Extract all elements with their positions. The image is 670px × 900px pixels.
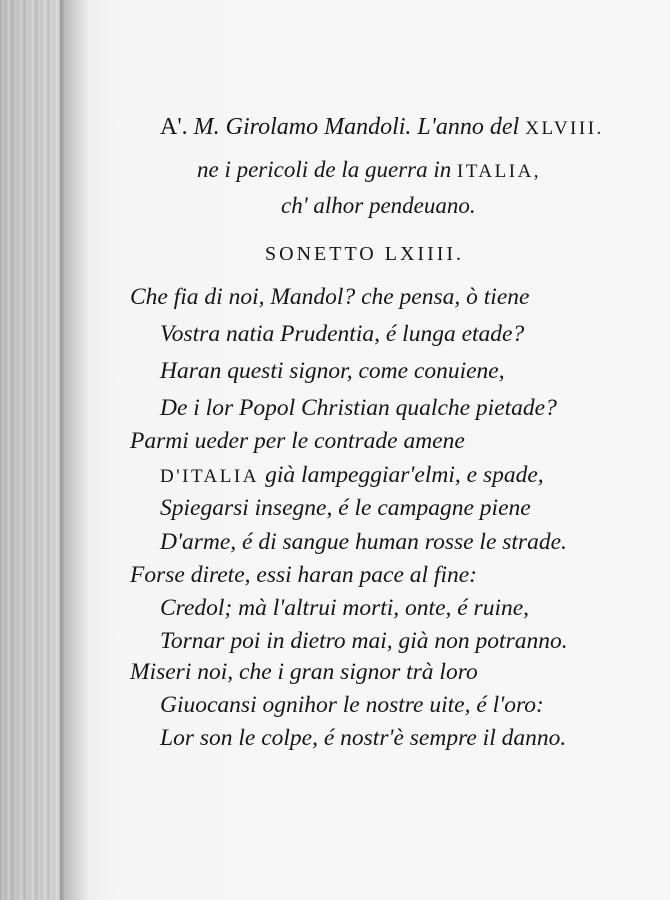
dedication-year: XLVIII.: [525, 118, 604, 139]
verse-6-text: già lampeggiar'elmi, e spade,: [265, 462, 544, 488]
verse-line: Miseri noi, che i gran signor trà loro: [130, 659, 478, 685]
verse-line: De i lor Popol Christian qualche pietade?: [160, 395, 557, 421]
verse-line: Haran questi signor, come conuiene,: [160, 358, 505, 384]
verse-line: Spiegarsi insegne, é le campagne piene: [160, 495, 531, 521]
verse-line: Giuocansi ognihor le nostre uite, é l'oro:: [160, 692, 544, 718]
dedication-italia: ITALIA,: [457, 161, 542, 182]
dedication-line-3: ch' alhor pendeuano.: [281, 193, 476, 218]
verse-line: Parmi ueder per le contrade amene: [130, 428, 465, 454]
verse-line: [160, 464, 544, 488]
verse-line: Tornar poi in dietro mai, già non potranno.: [160, 628, 568, 654]
verse-italia: D'ITALIA: [160, 466, 266, 487]
verse-line: Vostra natia Prudentia, é lunga etade?: [160, 321, 525, 347]
dedication-name: M. Girolamo Mandoli. L'anno del: [193, 114, 526, 140]
book-binding-edge: [0, 0, 64, 900]
verse-line: Forse direte, essi haran pace al fine:: [130, 562, 477, 588]
dedication-prefix: A'.: [160, 114, 194, 140]
dedication-line-2: [197, 158, 541, 181]
verse-line: Che fia di noi, Mandol? che pensa, ò tiene: [130, 284, 530, 310]
sonnet-title: SONETTO LXIIII.: [265, 243, 465, 265]
verse-line: D'arme, é di sangue human rosse le strade.: [160, 529, 567, 555]
verse-line: Lor son le colpe, é nostr'è sempre il danno.: [160, 725, 567, 751]
verse-line: Credol; mà l'altrui morti, onte, é ruine,: [160, 595, 530, 621]
dedication-line-2-text: ne i pericoli de la guerra in: [197, 157, 457, 182]
gutter-shadow: [60, 0, 90, 900]
dedication-line-1: [160, 115, 604, 139]
